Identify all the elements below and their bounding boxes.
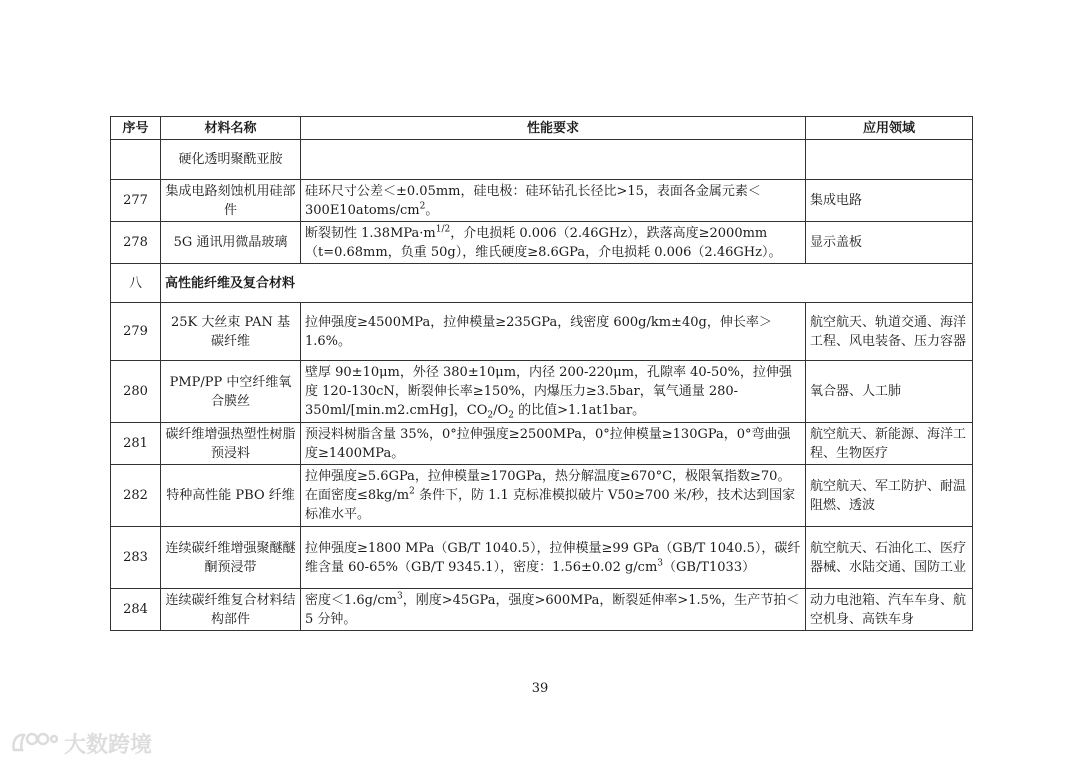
header-application: 应用领域 [806, 117, 973, 140]
table-row [111, 222, 973, 264]
cell-index: 280 [111, 361, 161, 423]
table-header-row [111, 117, 973, 140]
header-requirement: 性能要求 [301, 117, 806, 140]
material-table [110, 116, 973, 631]
table-row [111, 361, 973, 423]
table-row [111, 423, 973, 465]
cell-name: 集成电路刻蚀机用硅部件 [161, 180, 301, 222]
cell-application: 集成电路 [806, 180, 973, 222]
cell-name: 碳纤维增强热塑性树脂预浸料 [161, 423, 301, 465]
cell-application: 航空航天、轨道交通、海洋工程、风电装备、压力容器 [806, 303, 973, 361]
section-title: 高性能纤维及复合材料 [161, 264, 973, 303]
cell-application [806, 140, 973, 180]
cell-index: 279 [111, 303, 161, 361]
cell-name: 连续碳纤维增强聚醚醚酮预浸带 [161, 527, 301, 589]
cell-name: 硬化透明聚酰亚胺 [161, 140, 301, 180]
brand-logo-icon [10, 730, 58, 756]
page-number: 39 [531, 681, 549, 696]
section-row [111, 264, 973, 303]
header-index: 序号 [111, 117, 161, 140]
cell-requirement: 预浸料树脂含量 35%，0°拉伸强度≥2500MPa，0°拉伸模量≥130GPa，0°弯曲强度≥1400MPa。 [301, 423, 806, 465]
cell-application: 动力电池箱、汽车车身、航空机身、高铁车身 [806, 589, 973, 631]
cell-requirement: 拉伸强度≥4500MPa，拉伸模量≥235GPa，线密度 600g/km±40g，伸长率＞1.6%。 [301, 303, 806, 361]
cell-name: 特种高性能 PBO 纤维 [161, 465, 301, 527]
cell-requirement: 密度$<1.6g/cm^3$，刚度>45GPa，强度>600MPa，断裂延伸率>1.5%，生产节拍＜5 分钟。 [301, 589, 806, 631]
watermark [10, 728, 152, 758]
table-row [111, 527, 973, 589]
cell-name: 5G 通讯用微晶玻璃 [161, 222, 301, 264]
cell-requirement: 硅环尺寸公差＜±0.05mm，硅电极：硅环钻孔长径比>15，表面各金属元素$<300E10atoms/cm^2$。 [301, 180, 806, 222]
cell-index: 278 [111, 222, 161, 264]
cell-name: PMP/PP 中空纤维氧合膜丝 [161, 361, 301, 423]
cell-index: 283 [111, 527, 161, 589]
table-row [111, 589, 973, 631]
cell-index: 277 [111, 180, 161, 222]
cell-requirement: 拉伸强度≥5.6GPa，拉伸模量≥170GPa，热分解温度≥670°C，极限氧指数≥70。在面密度$\le 8kg/m^2$ 条件下，防 1.1 克标准模拟破片 V50≥700 米/秒，技术达到国家标准水平。 [301, 465, 806, 527]
table-row-continued [111, 140, 973, 180]
table-row [111, 465, 973, 527]
header-name: 材料名称 [161, 117, 301, 140]
cell-requirement: 壁厚 90±10μm，外径 380±10μm，内径 200-220μm，孔隙率 40-50%，拉伸强度 120-130cN，断裂伸长率≥150%，内爆压力≥3.5bar，氧气通量 280-350ml/[min.m2.cmHg]，$CO_2/O_2$ 的比值>1.1at1bar。 [301, 361, 806, 423]
cell-index: 282 [111, 465, 161, 527]
cell-application: 氧合器、人工肺 [806, 361, 973, 423]
cell-application: 航空航天、石油化工、医疗器械、水陆交通、国防工业 [806, 527, 973, 589]
table-row [111, 303, 973, 361]
cell-application: 显示盖板 [806, 222, 973, 264]
cell-requirement: 断裂韧性 $1.38MPa\cdot m^{1/2}$，介电损耗 0.006（2.46GHz），跌落高度≥2000mm（t=0.68mm，负重 50g），维氏硬度≥8.6GPa，介电损耗 0.006（2.46GHz）。 [301, 222, 806, 264]
cell-name: 连续碳纤维复合材料结构部件 [161, 589, 301, 631]
cell-application: 航空航天、新能源、海洋工程、生物医疗 [806, 423, 973, 465]
cell-requirement: 拉伸强度≥1800 MPa（GB/T 1040.5），拉伸模量≥99 GPa（GB/T 1040.5），碳纤维含量 60-65%（GB/T 9345.1），密度：1.56±0.02 $g/cm^3(GB/T1033)$ [301, 527, 806, 589]
cell-index [111, 140, 161, 180]
section-index: 八 [111, 264, 161, 303]
cell-application: 航空航天、军工防护、耐温阻燃、透波 [806, 465, 973, 527]
cell-index: 281 [111, 423, 161, 465]
cell-name: 25K 大丝束 PAN 基碳纤维 [161, 303, 301, 361]
cell-requirement [301, 140, 806, 180]
watermark-text: 大数跨境 [64, 732, 153, 758]
table-row [111, 180, 973, 222]
cell-index: 284 [111, 589, 161, 631]
